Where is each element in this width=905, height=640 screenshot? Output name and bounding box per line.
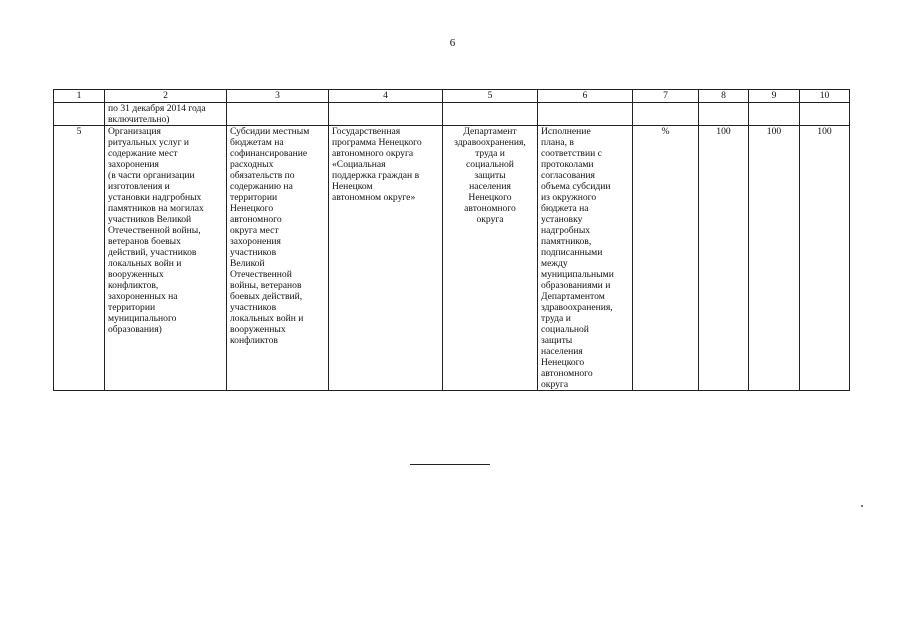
table-row bbox=[54, 126, 850, 391]
column-header-6: 6 bbox=[538, 90, 633, 103]
continuation-cell-9 bbox=[749, 103, 800, 126]
column-header-10: 10 bbox=[800, 90, 850, 103]
column-header-9: 9 bbox=[749, 90, 800, 103]
stray-dot bbox=[861, 505, 863, 507]
plan-table bbox=[53, 89, 850, 391]
event-name-cell: Организация ритуальных услуг и содержание мест захоронения (в части организации изготовления и установки надгробных памятников на могилах участников Великой Отечественной войны, ветеранов боевых действий, участников локальных войн и вооруженных конфликтов, захороненных на территории муниципального образования) bbox=[105, 126, 227, 391]
column-header-4: 4 bbox=[329, 90, 443, 103]
continuation-cell-1 bbox=[54, 103, 105, 126]
page-number: 6 bbox=[449, 37, 456, 49]
column-number-row bbox=[54, 90, 850, 103]
continuation-cell-3 bbox=[227, 103, 329, 126]
row-number-cell: 5 bbox=[54, 126, 105, 391]
unit-cell: % bbox=[633, 126, 699, 391]
value-cell-10: 100 bbox=[800, 126, 850, 391]
column-header-5: 5 bbox=[443, 90, 538, 103]
program-cell: Государственная программа Ненецкого автономного округа «Социальная поддержка граждан в Ненецком автономном округе» bbox=[329, 126, 443, 391]
responsible-department-cell: Департамент здравоохранения, труда и социальной защиты населения Ненецкого автономного округа bbox=[443, 126, 538, 391]
continuation-cell-8 bbox=[699, 103, 749, 126]
column-header-2: 2 bbox=[105, 90, 227, 103]
column-header-3: 3 bbox=[227, 90, 329, 103]
end-of-document-rule bbox=[410, 464, 490, 465]
column-header-1: 1 bbox=[54, 90, 105, 103]
subsidy-description-cell: Субсидии местным бюджетам на софинансирование расходных обязательств по содержанию на территории Ненецкого автономного округа мест захоронения участников Великой Отечественной войны, ветеранов боевых действий, участников локальных войн и вооруженных конфликтов bbox=[227, 126, 329, 391]
continuation-cell-10 bbox=[800, 103, 850, 126]
continuation-cell-4 bbox=[329, 103, 443, 126]
indicator-cell: Исполнение плана, в соответствии с протоколами согласования объема субсидии из окружного бюджета на установку надгробных памятников, подписанными между муниципальными образованиями и Департаментом здравоохранения, труда и социальной защиты населения Ненецкого автономного округа bbox=[538, 126, 633, 391]
continuation-row bbox=[54, 103, 850, 126]
continuation-cell-5 bbox=[443, 103, 538, 126]
value-cell-9: 100 bbox=[749, 126, 800, 391]
continuation-cell-6 bbox=[538, 103, 633, 126]
continuation-cell-2: по 31 декабря 2014 года включительно) bbox=[105, 103, 227, 126]
column-header-8: 8 bbox=[699, 90, 749, 103]
value-cell-8: 100 bbox=[699, 126, 749, 391]
column-header-7: 7 bbox=[633, 90, 699, 103]
continuation-cell-7 bbox=[633, 103, 699, 126]
